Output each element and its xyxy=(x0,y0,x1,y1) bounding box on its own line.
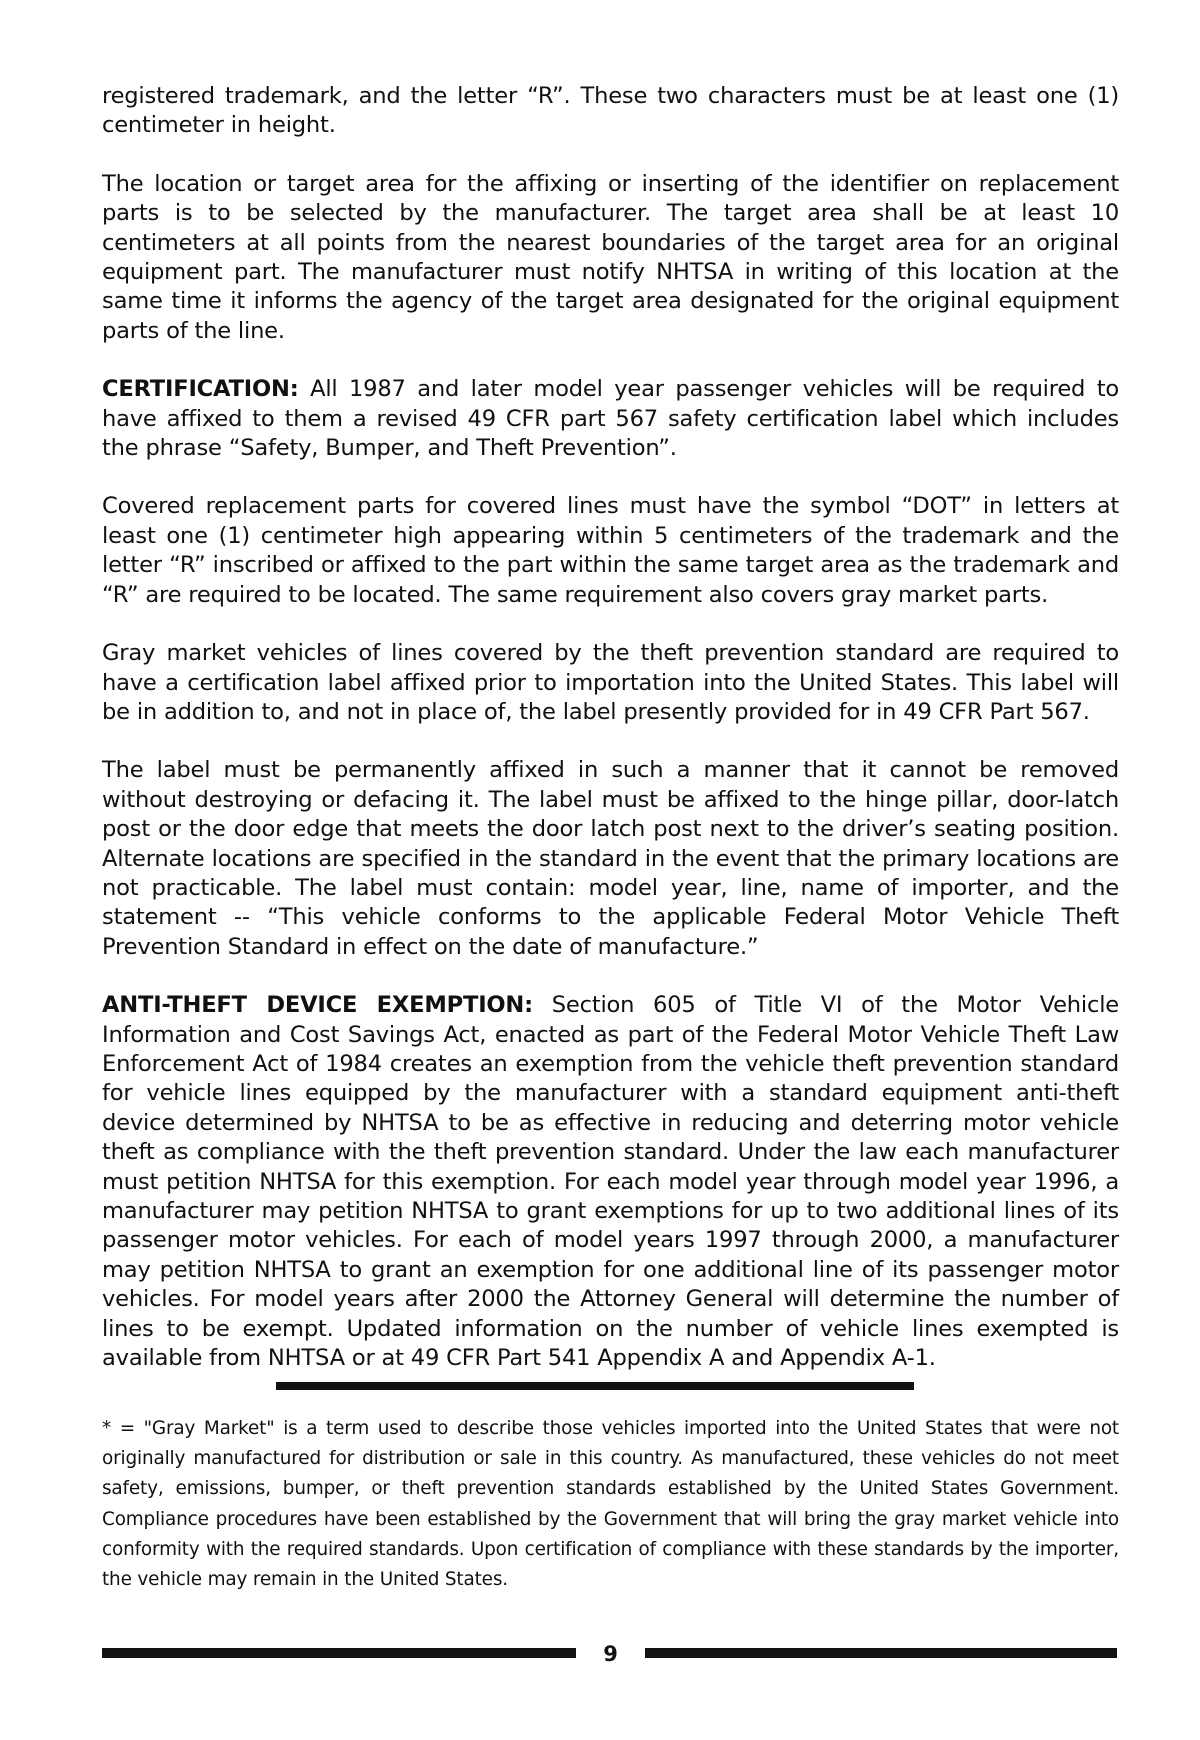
paragraph-anti-theft-exemption xyxy=(102,991,1119,1373)
footnote-gray-market: * = "Gray Market" is a term used to describe those vehicles imported into the United States that were not originally manufactured for distribution or sale in this country. As manufactured, these vehicles do not meet safety, emissions, bumper, or theft prevention standards established by the United States Government. Compliance procedures have been established by the Government that will bring the gray market vehicle into conformity with the required standards. Upon certification of compliance with these standards by the importer, the vehicle may remain in the United States. xyxy=(102,1418,1119,1591)
section-heading-certification: CERTIFICATION: xyxy=(102,376,299,403)
page-number: 9 xyxy=(603,1642,618,1666)
paragraph-text: Section 605 of Title VI of the Motor Vehicle Information and Cost Savings Act, enacted as part of the Federal Motor Vehicle Theft Law Enforcement Act of 1984 creates an exemption from the vehicle theft prevention standard for vehicle lines equipped by the manufacturer with a standard equipment anti-theft device determined by NHTSA to be as effective in reducing and deterring motor vehicle theft as compliance with the theft prevention standard. Under the law each manufacturer must petition NHTSA for this exemption. For each model year through model year 1996, a manufacturer may petition NHTSA to grant exemptions for up to two additional lines of its passenger motor vehicles. For each of model years 1997 through 2000, a manufacturer may petition NHTSA to grant an exemption for one additional line of its passenger motor vehicles. For model years after 2000 the Attorney General will determine the number of lines to be exempt. Updated information on the number of vehicle lines exempted is available from NHTSA or at 49 CFR Part 541 Appendix A and Appendix A-1. xyxy=(102,992,1120,1372)
paragraph-text: The label must be permanently affixed in such a manner that it cannot be removed without destroying or defacing it. The label must be affixed to the hinge pillar, door-latch post or the door edge that meets the door latch post next to the driver’s seating position. Alternate locations are specified in the standard in the event that the primary locations are not practicable. The label must contain: model year, line, name of importer, and the statement -- “This vehicle conforms to the applicable Federal Motor Vehicle Theft Prevention Standard in effect on the date of manufacture.” xyxy=(102,757,1119,960)
paragraph-replacement-parts xyxy=(102,492,1119,610)
paragraph-certification xyxy=(102,375,1119,463)
paragraph-trademark-height xyxy=(102,82,1119,141)
paragraph-text: The location or target area for the affixing or inserting of the identifier on replacement parts is to be selected by the manufacturer. The target area shall be at least 10 centimeters at all points from the nearest boundaries of the target area for an original equipment part. The manufacturer must notify NHTSA in writing of this location at the same time it informs the agency of the target area designated for the original equipment parts of the line. xyxy=(102,170,1119,344)
paragraph-target-area xyxy=(102,170,1119,346)
paragraph-text: registered trademark, and the letter “R”. These two characters must be at least one (1) centimeter in height. xyxy=(102,83,1119,139)
page-body xyxy=(102,82,1119,1402)
paragraph-text: All 1987 and later model year passenger vehicles will be required to have affixed to them a revised 49 CFR part 567 safety certification label which includes the phrase “Safety, Bumper, and Theft Prevention”. xyxy=(102,376,1120,462)
paragraph-gray-market-vehicles xyxy=(102,639,1119,727)
paragraph-text: Covered replacement parts for covered lines must have the symbol “DOT” in letters at least one (1) centimeter high appearing within 5 centimeters of the trademark and the letter “R” inscribed or affixed to the part within the same target area as the trademark and “R” are required to be located. The same requirement also covers gray market parts. xyxy=(102,493,1119,608)
section-heading-anti-theft: ANTI-THEFT DEVICE EXEMPTION: xyxy=(102,992,533,1019)
paragraph-text: Gray market vehicles of lines covered by the theft prevention standard are required to have a certification label affixed prior to importation into the United States. This label will be in addition to, and not in place of, the label presently provided for in 49 CFR Part 567. xyxy=(102,640,1119,725)
footer-rule-right xyxy=(645,1648,1117,1658)
footer-rule-left xyxy=(102,1648,576,1658)
footnote-divider xyxy=(276,1382,914,1390)
paragraph-label-requirements xyxy=(102,756,1119,962)
